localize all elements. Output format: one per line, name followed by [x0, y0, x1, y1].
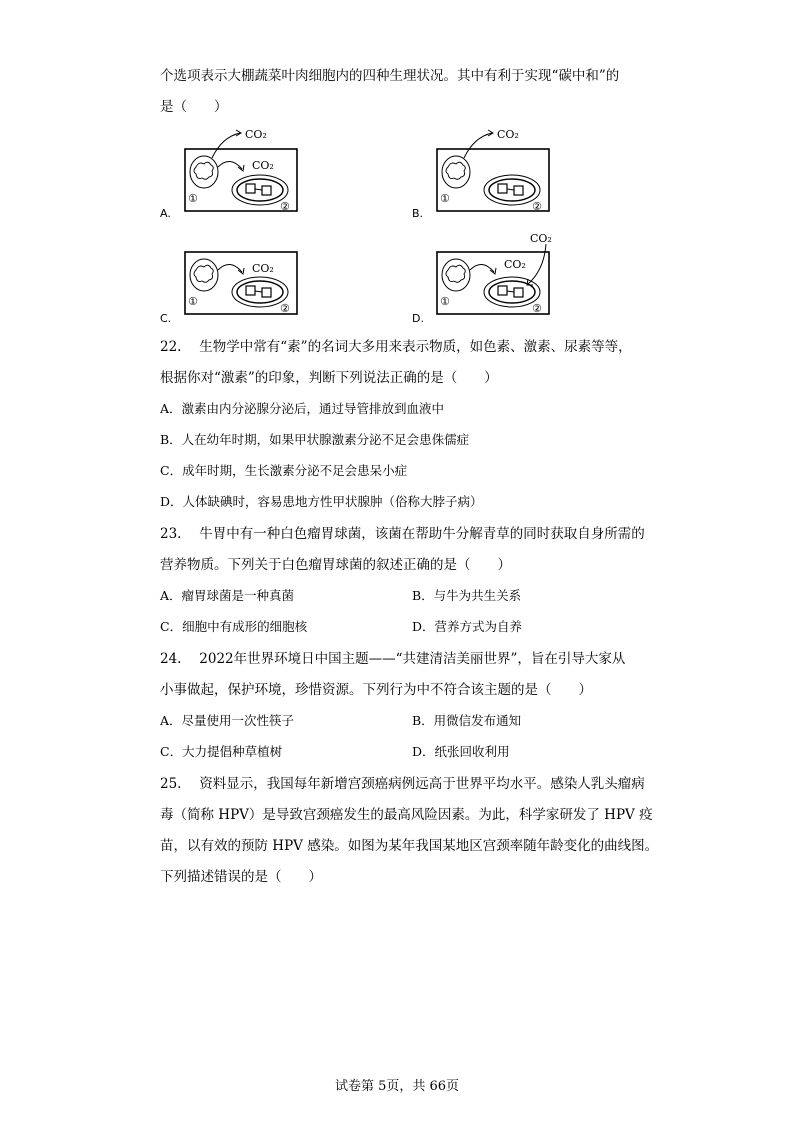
co2-label: CO₂ — [530, 232, 552, 245]
question-intro-line2: 是（ ） — [160, 99, 228, 115]
q23-option-c: C．细胞中有成形的细胞核 — [160, 619, 308, 634]
mitochondria-marker: ① — [188, 192, 198, 205]
q25-stem-line1: 25. 资料显示，我国每年新增宫颈癌病例远高于世界平均水平。感染人乳头瘤病 — [160, 776, 645, 792]
figure-option-a — [160, 125, 320, 224]
co2-label: CO₂ — [497, 128, 519, 141]
co2-label: CO₂ — [245, 128, 267, 141]
figure-option-c — [160, 230, 320, 329]
chloroplast-marker: ② — [280, 302, 290, 315]
q23-option-d: D．营养方式为自养 — [412, 619, 523, 634]
q24-option-d: D．纸张回收利用 — [412, 744, 510, 759]
co2-label: CO₂ — [252, 159, 274, 172]
option-label-b: B. — [412, 207, 424, 220]
q25-stem-line3: 苗，以有效的预防 HPV 感染。如图为某年我国某地区宫颈率随年龄变化的曲线图。 — [160, 838, 659, 854]
q22-option-d: D．人体缺碘时，容易患地方性甲状腺肿（俗称大脖子病） — [160, 494, 483, 509]
q23-stem-line1: 23. 牛胃中有一种白色瘤胃球菌，该菌在帮助牛分解青草的同时获取自身所需的 — [160, 526, 645, 542]
question-intro-line1: 个选项表示大棚蔬菜叶肉细胞内的四种生理状况。其中有利于实现“碳中和”的 — [160, 68, 620, 84]
cell-diagram-a — [160, 125, 320, 220]
option-label-c: C. — [160, 312, 172, 325]
option-label-a: A. — [160, 207, 171, 220]
mitochondria-marker: ① — [440, 192, 450, 205]
q25-stem-line4: 下列描述错误的是（ ） — [160, 869, 322, 885]
q22-option-b: B．人在幼年时期，如果甲状腺激素分泌不足会患侏儒症 — [160, 432, 470, 447]
co2-label: CO₂ — [504, 258, 526, 271]
co2-label: CO₂ — [252, 262, 274, 275]
q24-stem-line2: 小事做起，保护环境，珍惜资源。下列行为中不符合该主题的是（ ） — [160, 682, 592, 698]
page-footer: 试卷第 5页，共 66页 — [334, 1079, 460, 1094]
chloroplast-marker: ② — [280, 200, 290, 213]
chloroplast-marker: ② — [532, 302, 542, 315]
q25-stem-line2: 毒（简称 HPV）是导致宫颈癌发生的最高风险因素。为此，科学家研发了 HPV 疫 — [160, 807, 653, 823]
q22-option-a: A．激素由内分泌腺分泌后，通过导管排放到血液中 — [160, 401, 445, 416]
q22-option-c: C．成年时期，生长激素分泌不足会患呆小症 — [160, 463, 408, 478]
q23-stem-line2: 营养物质。下列关于白色瘤胃球菌的叙述正确的是（ ） — [160, 557, 511, 573]
cell-diagram-b — [412, 125, 572, 220]
q24-option-a: A．尽量使用一次性筷子 — [160, 713, 295, 728]
q24-option-c: C．大力提倡种草植树 — [160, 744, 283, 759]
cell-diagram-c — [160, 230, 320, 325]
q24-option-b: B．用微信发布通知 — [412, 713, 522, 728]
mitochondria-marker: ① — [188, 295, 198, 308]
figure-option-b — [412, 125, 572, 224]
cell-diagram-d — [412, 230, 572, 325]
q22-stem-line1: 22. 生物学中常有“素”的名词大多用来表示物质，如色素、激素、尿素等等， — [160, 339, 632, 355]
q23-option-b: B．与牛为共生关系 — [412, 588, 522, 603]
chloroplast-marker: ② — [532, 200, 542, 213]
q22-stem-line2: 根据你对“激素”的印象，判断下列说法正确的是（ ） — [160, 370, 498, 386]
q24-stem-line1: 24. 2022年世界环境日中国主题——“共建清洁美丽世界”，旨在引导大家从 — [160, 651, 626, 667]
mitochondria-marker: ① — [440, 295, 450, 308]
figure-option-d — [412, 230, 572, 329]
q23-option-a: A．瘤胃球菌是一种真菌 — [160, 588, 295, 603]
option-label-d: D. — [412, 312, 424, 325]
